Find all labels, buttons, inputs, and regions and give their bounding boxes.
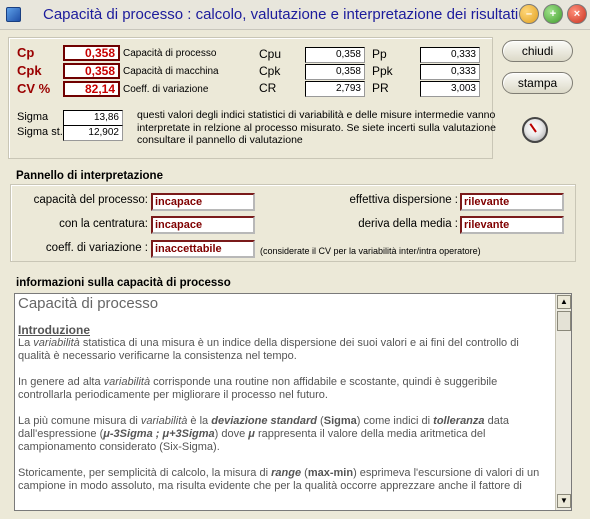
gauge-icon — [522, 117, 548, 143]
sigma-value: 13,86 — [63, 110, 123, 126]
ppk-label: Ppk — [372, 64, 393, 78]
sigma-st-label: Sigma st. — [17, 126, 63, 138]
cpk-label: Cpk — [17, 63, 42, 78]
sigma-st-value: 12,902 — [63, 125, 123, 141]
cp-label: Cp — [17, 45, 35, 60]
cp-desc: Capacità di processo — [123, 48, 217, 59]
deriva-field: rilevante — [460, 216, 564, 234]
cp-value: 0,358 — [63, 45, 120, 61]
interpretation-title: Pannello di interpretazione — [16, 170, 163, 182]
info-textview[interactable] — [14, 293, 572, 511]
close-window-button[interactable]: × — [567, 4, 587, 24]
window-title: Capacità di processo : calcolo, valutazione e interpretazione dei risultati — [43, 6, 519, 23]
scroll-up-button[interactable]: ▲ — [557, 295, 571, 309]
info-paragraph-3: La più comune misura di variabilità è la deviazione standard (Sigma) come indici di tolleranza data dall'espressione (μ-3Sigma ; μ+3Sigma) dove μ rappresenta il valore della media aritmetica del campionamento considerato (Six-Sigma). — [18, 415, 509, 453]
chiudi-button[interactable]: chiudi — [502, 40, 573, 62]
info-subheading: Introduzione — [18, 323, 90, 337]
info-paragraph-4: Storicamente, per semplicità di calcolo, la misura di range (max-min) esprimeva l'escursione di valori di un campione in modo assoluto, ma risulta evidente che per la qualità occorre apprezzare anche il fattore di — [18, 467, 540, 492]
indices-description: questi valori degli indici statistici di variabilità e delle misure intermedie vanno interpretate in relzione al processo misurato. Se siete incerti sulla valutazione consultare il pannello di valutazione — [137, 109, 496, 146]
cpk-desc: Capacità di macchina — [123, 66, 219, 77]
cpu-value: 0,358 — [305, 47, 365, 63]
info-heading: Capacità di processo — [18, 295, 159, 312]
coeff-field: inaccettabile — [151, 240, 255, 258]
app-icon — [6, 7, 21, 22]
capacita-field: incapace — [151, 193, 255, 211]
pp-value: 0,333 — [420, 47, 480, 63]
pr-label: PR — [372, 81, 389, 95]
sigma-label: Sigma — [17, 111, 49, 123]
scroll-down-button[interactable]: ▼ — [557, 494, 571, 508]
minimize-button[interactable]: – — [519, 4, 539, 24]
cv-note: (considerate il CV per la variabilità inter/intra operatore) — [260, 246, 481, 256]
centratura-label: con la centratura: — [59, 218, 148, 230]
cpk2-value: 0,358 — [305, 64, 365, 80]
title-bar — [0, 0, 590, 30]
stampa-button[interactable]: stampa — [502, 72, 573, 94]
info-paragraph-2: In genere ad alta variabilità corrisponde una routine non affidabile e scostante, quindi è suggeribile controllarla periodicamente per migliorare il processo nel futuro. — [18, 376, 498, 401]
cr-value: 2,793 — [305, 81, 365, 97]
cpk-value: 0,358 — [63, 63, 120, 79]
cv-label: CV % — [17, 81, 51, 96]
ppk-value: 0,333 — [420, 64, 480, 80]
cv-desc: Coeff. di variazione — [123, 84, 209, 95]
cpu-label: Cpu — [259, 47, 282, 61]
maximize-button[interactable]: + — [543, 4, 563, 24]
cr-label: CR — [259, 81, 277, 95]
pr-value: 3,003 — [420, 81, 480, 97]
info-scrollbar[interactable] — [555, 294, 571, 510]
coeff-label: coeff. di variazione : — [45, 242, 148, 254]
info-paragraph-1: La variabilità statistica di una misura è un indice della dispersione dei suoi valori e ai fini del controllo di qualità è necessario verificarne la consistenza nel tempo. — [18, 337, 519, 362]
cv-value: 82,14 — [63, 81, 120, 97]
info-section-title: informazioni sulla capacità di processo — [16, 277, 231, 289]
deriva-label: deriva della media : — [358, 218, 458, 230]
centratura-field: incapace — [151, 216, 255, 234]
dispersione-field: rilevante — [460, 193, 564, 211]
dispersione-label: effettiva dispersione : — [349, 194, 458, 206]
cpk2-label: Cpk — [259, 64, 281, 78]
scroll-thumb[interactable] — [557, 311, 571, 331]
info-content — [15, 294, 553, 506]
capacita-label: capacità del processo: — [33, 194, 148, 206]
pp-label: Pp — [372, 47, 387, 61]
